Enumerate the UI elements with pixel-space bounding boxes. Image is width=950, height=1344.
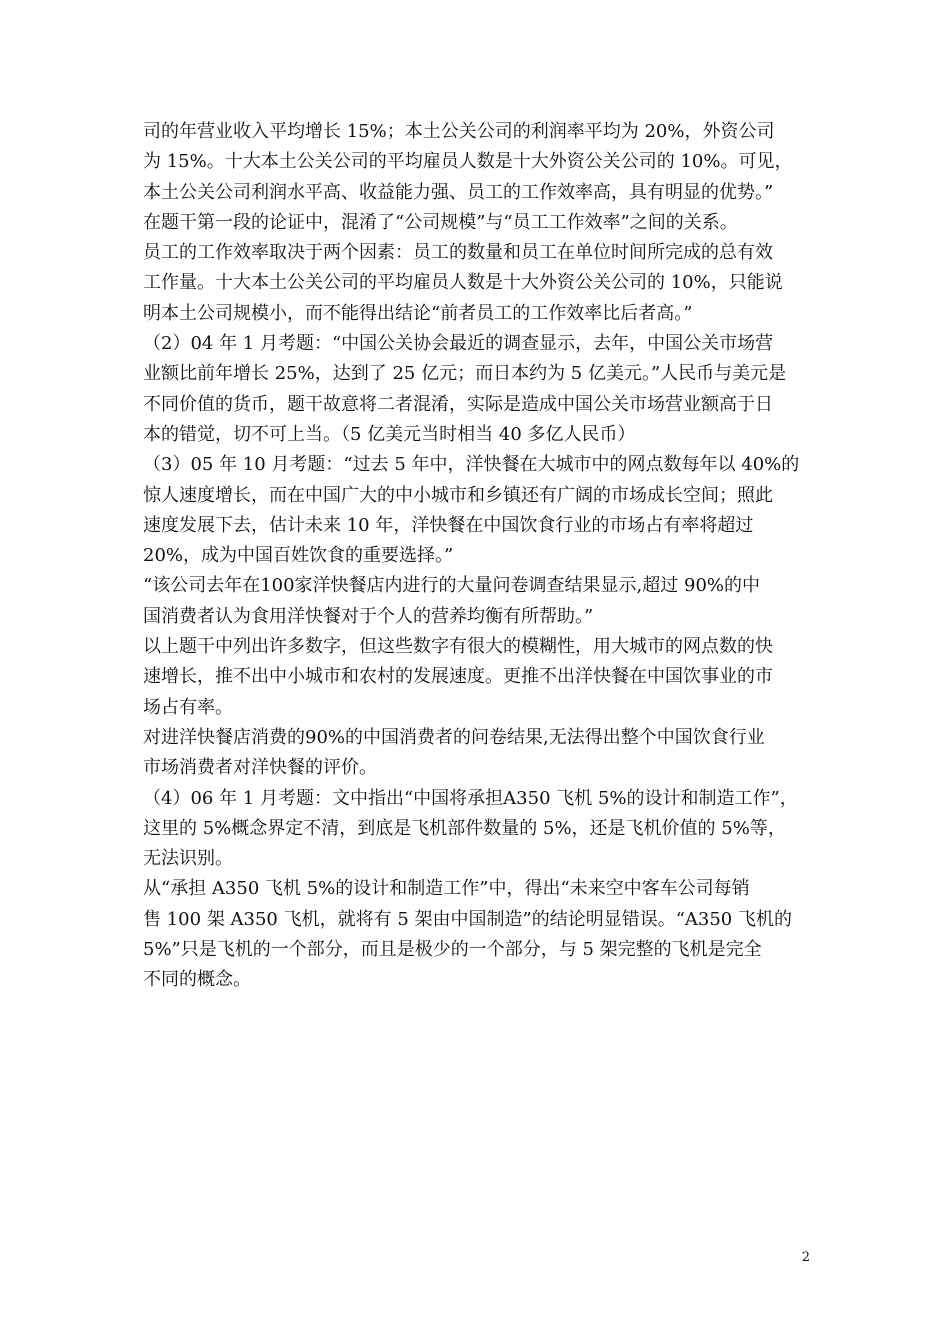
text-line: 从“承担 A350 飞机 5%的设计和制造工作”中，得出“未来空中客车公司每销	[143, 878, 750, 900]
text-line: 惊人速度增长，而在中国广大的中小城市和乡镇还有广阔的市场成长空间；照此	[143, 484, 773, 506]
text-line: 为 15%。十大本土公关公司的平均雇员人数是十大外资公关公司的 10%。可见，	[143, 151, 793, 173]
text-line: 工作量。十大本土公关公司的平均雇员人数是十大外资公关公司的 10%，只能说	[143, 272, 783, 294]
text-line: 对进洋快餐店消费的90%的中国消费者的问卷结果,无法得出整个中国饮食行业	[143, 726, 765, 748]
text-line: 国消费者认为食用洋快餐对于个人的营养均衡有所帮助。”	[143, 605, 594, 627]
text-line: （4）06 年 1 月考题：文中指出“中国将承担A350 飞机 5%的设计和制造工作”，	[143, 787, 798, 809]
text-line: 员工的工作效率取决于两个因素：员工的数量和员工在单位时间所完成的总有效	[143, 242, 773, 264]
text-line: 20%，成为中国百姓饮食的重要选择。”	[143, 545, 454, 567]
text-line: 本的错觉，切不可上当。（5 亿美元当时相当 40 多亿人民币）	[143, 423, 636, 445]
text-line: 这里的 5%概念界定不清，到底是飞机部件数量的 5%，还是飞机价值的 5%等，	[143, 817, 786, 839]
text-line: 在题干第一段的论证中，混淆了“公司规模”与“员工工作效率”之间的关系。	[143, 211, 738, 233]
text-line: 速度发展下去，估计未来 10 年，洋快餐在中国饮食行业的市场占有率将超过	[143, 514, 754, 536]
text-line: 以上题干中列出许多数字，但这些数字有很大的模糊性，用大城市的网点数的快	[143, 636, 773, 658]
text-line: 本土公关公司利润水平高、收益能力强、员工的工作效率高，具有明显的优势。”	[143, 181, 774, 203]
text-line: 不同的概念。	[143, 969, 251, 991]
body-text	[143, 117, 811, 996]
text-line: 市场消费者对洋快餐的评价。	[143, 757, 377, 779]
text-line: （3）05 年 10 月考题：“过去 5 年中，洋快餐在大城市中的网点数每年以 40%的	[143, 454, 800, 476]
text-line: 场占有率。	[143, 696, 233, 718]
text-line: 业额比前年增长 25%，达到了 25 亿元；而日本约为 5 亿美元。”人民币与美元是	[143, 363, 787, 385]
text-line: 无法识别。	[143, 848, 233, 870]
text-line: 速增长，推不出中小城市和农村的发展速度。更推不出洋快餐在中国饮事业的市	[143, 666, 773, 688]
text-line: 明本土公司规模小，而不能得出结论“前者员工的工作效率比后者高。”	[143, 302, 693, 324]
text-line: 不同价值的货币，题干故意将二者混淆，实际是造成中国公关市场营业额高于日	[143, 393, 773, 415]
text-line: “该公司去年在100家洋快餐店内进行的大量问卷调查结果显示,超过 90%的中	[143, 575, 761, 597]
text-line: 司的年营业收入平均增长 15%；本土公关公司的利润率平均为 20%，外资公司	[143, 121, 775, 142]
text-line: 售 100 架 A350 飞机，就将有 5 架由中国制造”的结论明显错误。“A350 飞机的	[143, 908, 792, 930]
text-line: （2）04 年 1 月考题：“中国公关协会最近的调查显示，去年，中国公关市场营	[143, 333, 774, 355]
page-number: 2	[801, 1250, 810, 1265]
text-line: 5%”只是飞机的一个部分，而且是极少的一个部分，与 5 架完整的飞机是完全	[143, 939, 762, 961]
